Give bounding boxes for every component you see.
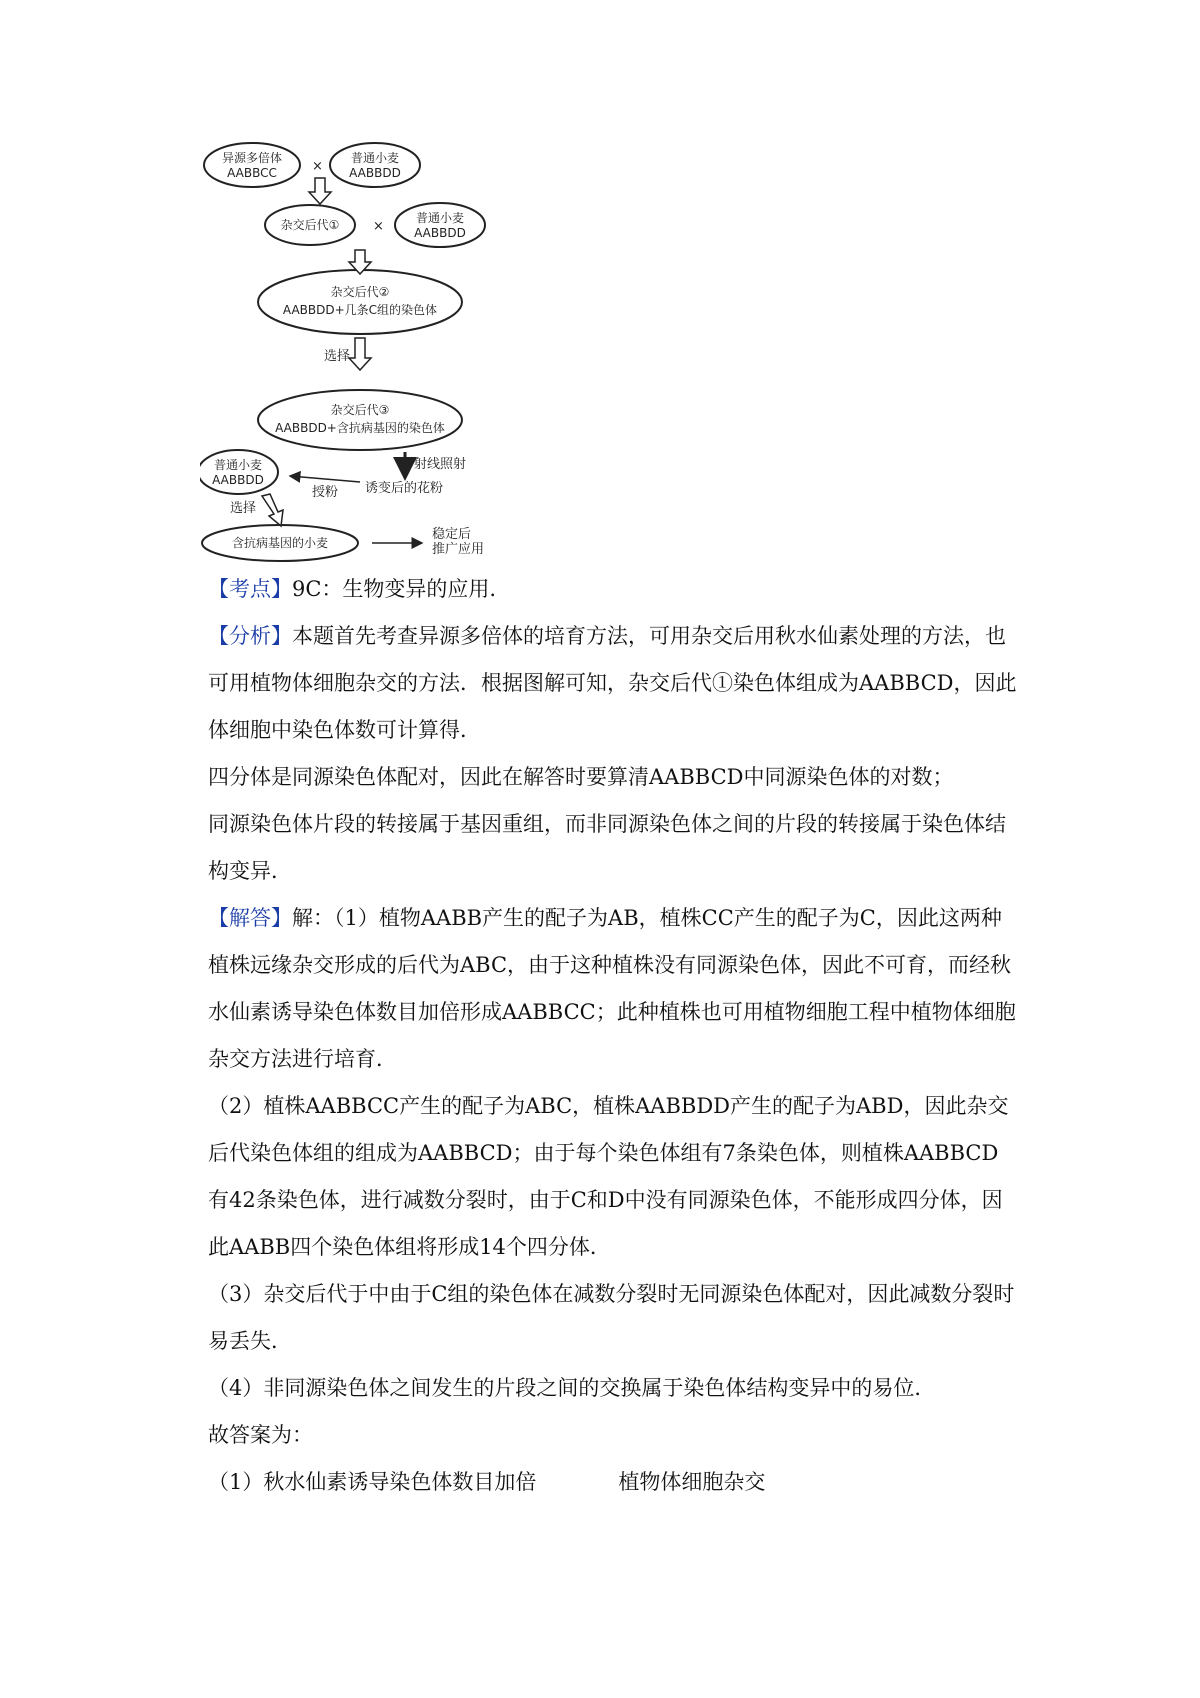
- jieda-text-2: （2）植株AABBCC产生的配子为ABC，植株AABBDD产生的配子为ABD，因此杂交后代染色体组的组成为AABBCD；由于每个染色体组有7条染色体，则植株AABBCD有42条染色体，进行减数分裂时，由于C和D中没有同源染色体，不能形成四分体，因此AABB四个染色体组将形成14个四分体．: [208, 1094, 1009, 1259]
- jieda-text-1: 解：（1）植物AABB产生的配子为AB，植株CC产生的配子为C，因此这两种植株远缘杂交形成的后代为ABC，由于这种植株没有同源染色体，因此不可育，而经秋水仙素诱导染色体数目加倍形成AABBCC；此种植株也可用植物细胞工程中植物体细胞杂交方法进行培育．: [208, 906, 1016, 1071]
- fenxi-text-2: 四分体是同源染色体配对，因此在解答时要算清AABBCD中同源染色体的对数；: [208, 765, 954, 789]
- fenxi-paragraph-3: [208, 801, 1018, 895]
- breeding-flow-diagram: [200, 140, 560, 620]
- jieda-text-4: （4）非同源染色体之间发生的片段之间的交换属于染色体结构变异中的易位．: [208, 1376, 936, 1400]
- node-wheat-2-genome: AABBDD: [414, 226, 466, 240]
- cross-symbol: ×: [312, 159, 323, 174]
- node-f3-label: 杂交后代③: [330, 403, 390, 417]
- irradiation-label: 射线照射: [414, 457, 467, 472]
- node-f2-label: 杂交后代②: [330, 285, 390, 299]
- answer-1-part-b: 植物体细胞杂交: [618, 1470, 766, 1494]
- fenxi-paragraph-1: [208, 613, 1018, 754]
- final-label-2: 推广应用: [432, 542, 485, 557]
- node-wheat-3: [200, 450, 278, 494]
- node-allopolyploid: [204, 143, 300, 187]
- answer-line-1: [208, 1459, 765, 1506]
- node-result-label: 含抗病基因的小麦: [231, 536, 329, 550]
- node-allopolyploid-genome: AABBCC: [227, 166, 277, 180]
- node-f3-genome: AABBDD+含抗病基因的染色体: [275, 421, 445, 435]
- fenxi-text-1: 本题首先考查异源多倍体的培育方法，可用杂交后用秋水仙素处理的方法，也可用植物体细胞杂交的方法．根据图解可知，杂交后代①染色体组成为AABBCD，因此体细胞中染色体数可计算得．: [208, 624, 1017, 742]
- fenxi-tag: 【分析】: [208, 624, 292, 648]
- pollination-arrow: [290, 476, 360, 482]
- mutated-pollen-label: 诱变后的花粉: [365, 481, 444, 496]
- node-f3: [258, 390, 462, 450]
- node-allopolyploid-label: 异源多倍体: [221, 151, 283, 165]
- jieda-text-5: 故答案为：: [208, 1423, 313, 1447]
- node-wheat-3-genome: AABBDD: [212, 473, 264, 487]
- kaodian-tag: 【考点】: [208, 577, 292, 601]
- answer-1-part-a: （1）秋水仙素诱导染色体数目加倍: [208, 1470, 537, 1494]
- node-f1-label: 杂交后代①: [280, 218, 340, 232]
- node-f2-genome: AABBDD+几条C组的染色体: [282, 303, 438, 317]
- jieda-paragraph-3: [208, 1271, 1018, 1365]
- jieda-paragraph-5: [208, 1412, 1018, 1459]
- node-wheat-3-label: 普通小麦: [213, 458, 263, 472]
- node-wheat-2: [395, 203, 485, 247]
- jieda-paragraph-2: [208, 1083, 1018, 1271]
- final-label-1: 稳定后: [432, 527, 472, 542]
- jieda-paragraph-1: [208, 895, 1018, 1083]
- jieda-text-3: （3）杂交后代于中由于C组的染色体在减数分裂时无同源染色体配对，因此减数分裂时易丢失．: [208, 1282, 1015, 1353]
- node-wheat-1-genome: AABBDD: [349, 166, 401, 180]
- node-f2: [258, 270, 462, 334]
- kaodian-text: 9C：生物变异的应用.: [292, 577, 497, 601]
- fenxi-text-3: 同源染色体片段的转接属于基因重组，而非同源染色体之间的片段的转接属于染色体结构变异．: [208, 812, 1006, 883]
- select-label-1: 选择: [324, 349, 351, 364]
- jieda-paragraph-4: [208, 1365, 1018, 1412]
- fenxi-paragraph-2: [208, 754, 1018, 801]
- jieda-tag: 【解答】: [208, 906, 292, 930]
- kaodian-line: [208, 566, 1018, 613]
- select-label-2: 选择: [230, 501, 257, 516]
- pollinate-label: 授粉: [312, 485, 339, 500]
- node-wheat-1: [330, 143, 420, 187]
- cross-symbol: ×: [373, 219, 384, 234]
- node-wheat-1-label: 普通小麦: [350, 151, 400, 165]
- node-wheat-2-label: 普通小麦: [415, 211, 465, 225]
